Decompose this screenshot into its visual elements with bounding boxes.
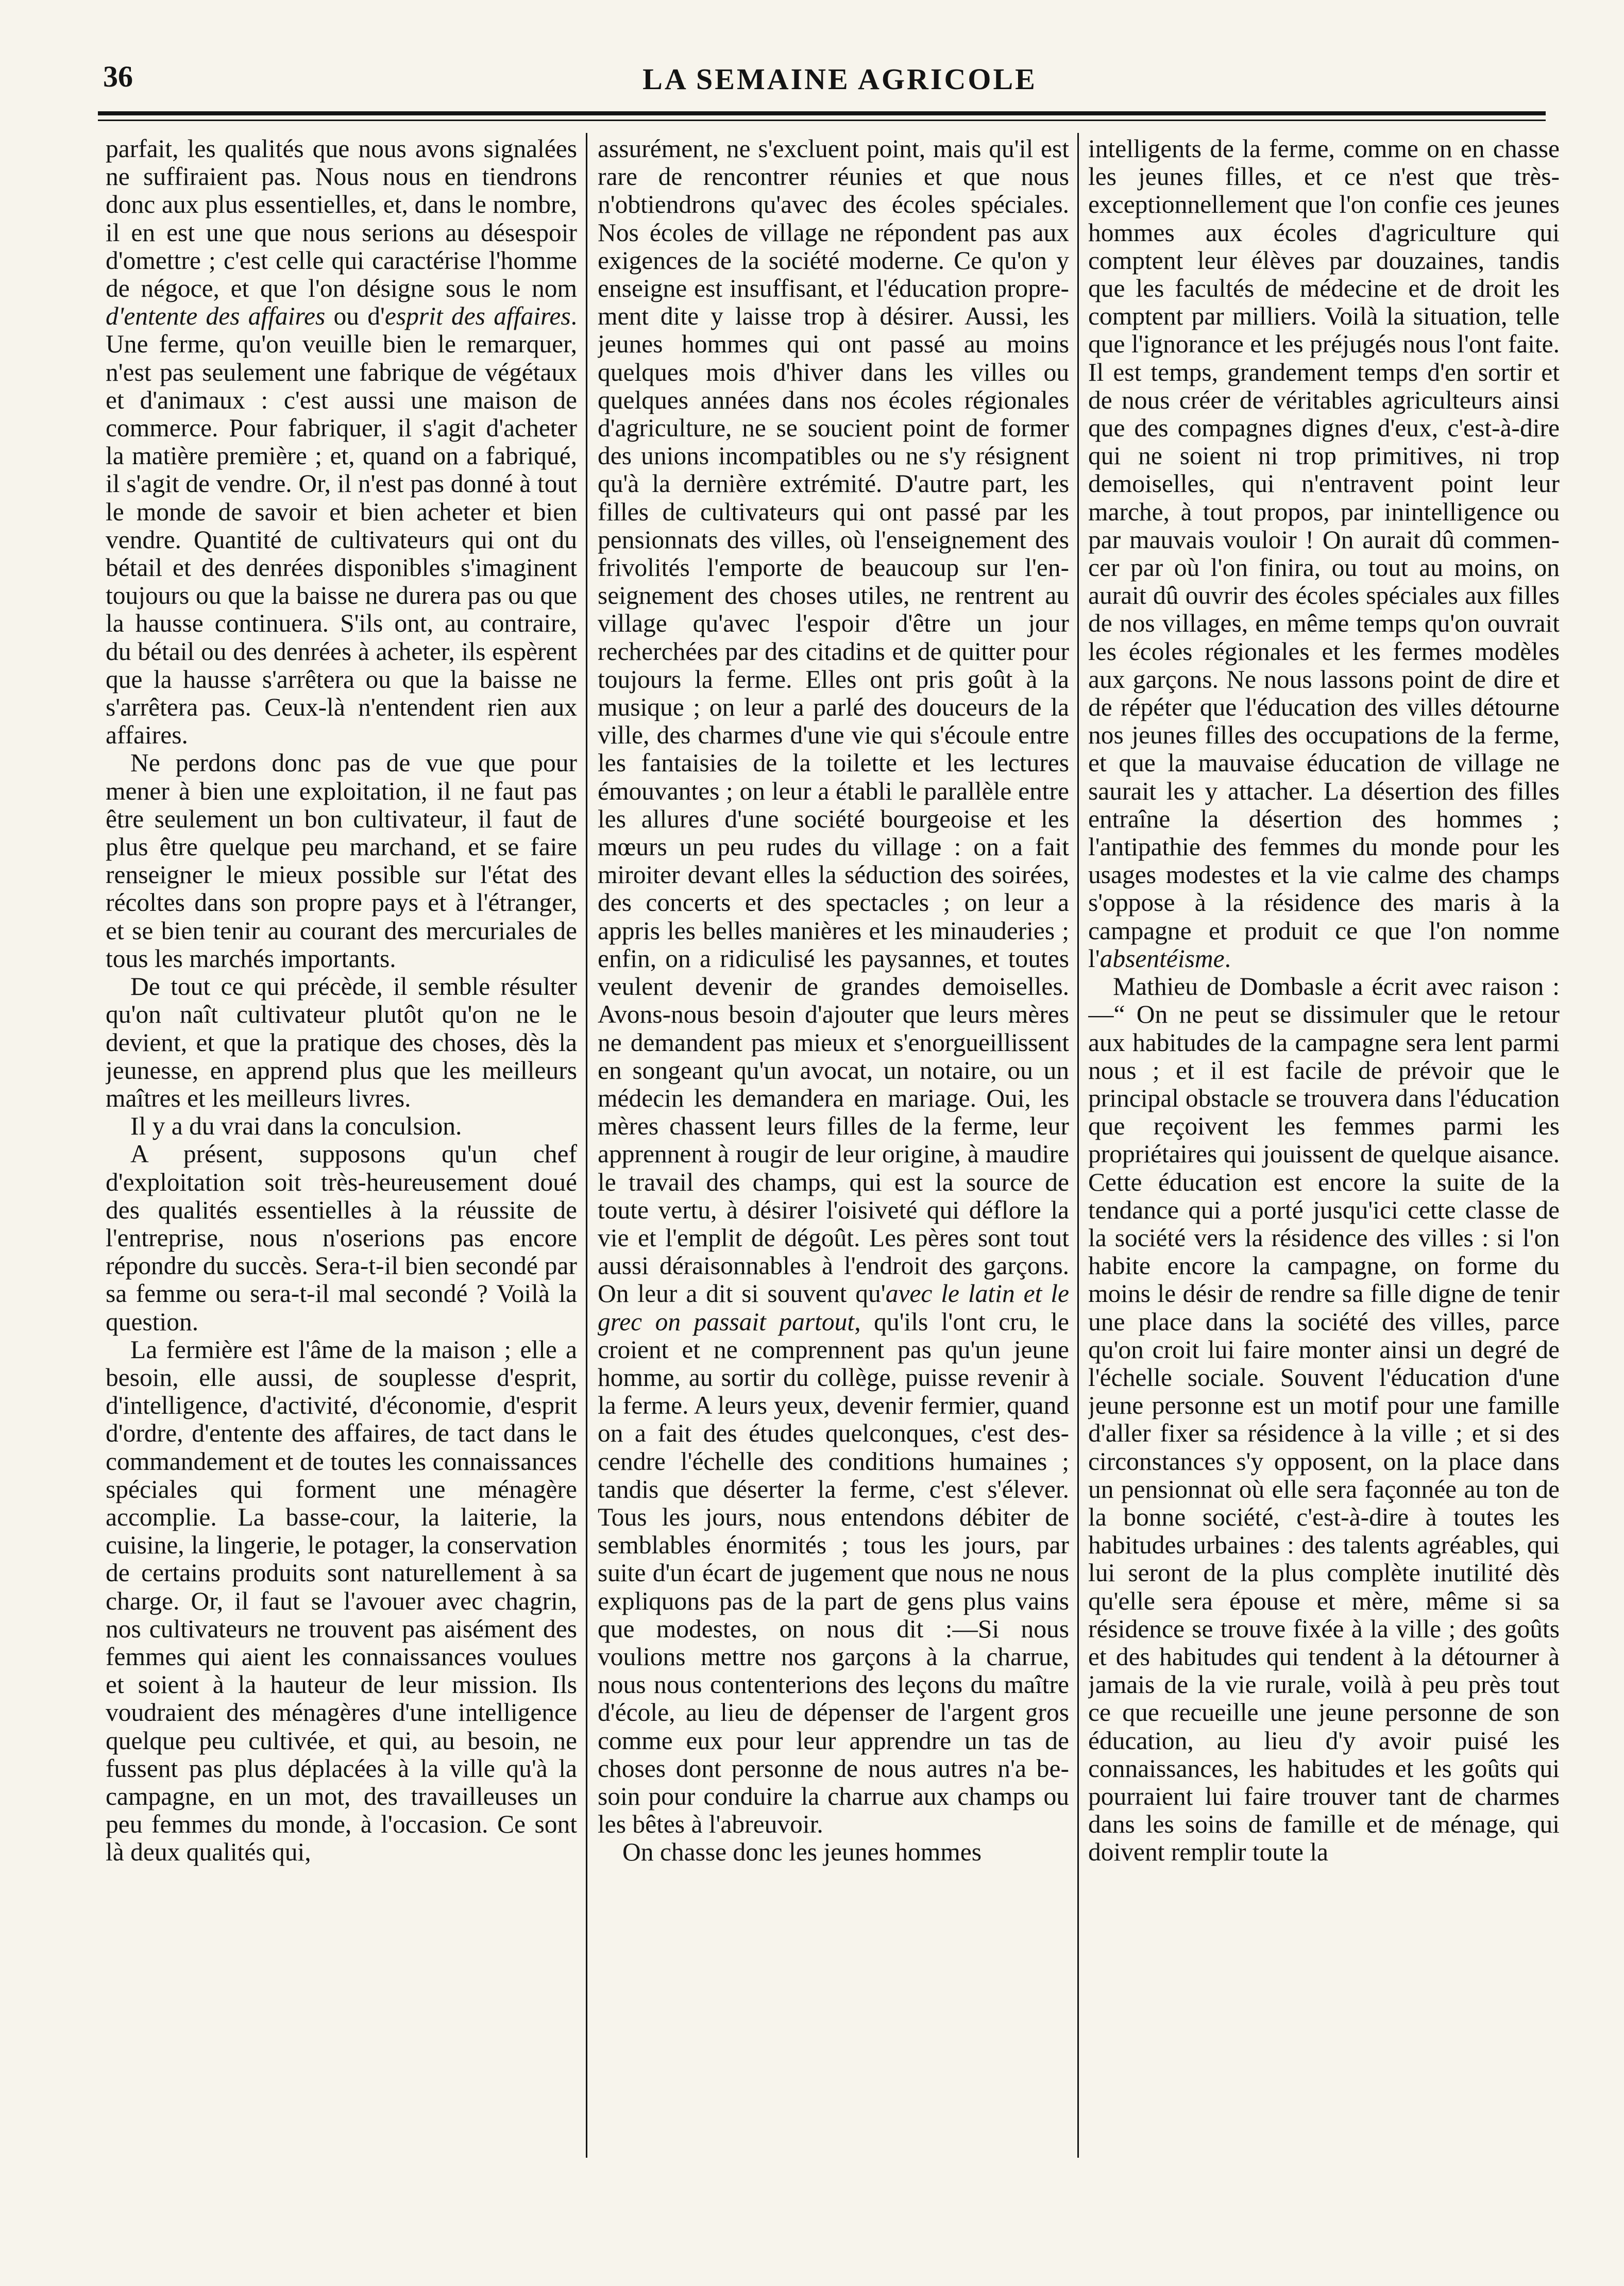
- article-paragraph: [598, 135, 1069, 1838]
- paragraph-text: , qu'ils l'ont cru, le croient et ne comprennent pas qu'un jeune homme, au sortir du collège, puisse revenir à la ferme. A leurs yeux, devenir fermier, quand on a fait des études quelconques, c'est descendre l'échelle des conditions humaines ; tandis que déserter la ferme, c'est s'élever. Tous les jours, nous entendons débiter de semblables énormités ; tous les jours, par suite d'un écart de jugement que nous ne nous expliquons pas de la part de gens plus vains que modestes, on nous dit :—Si nous voulions mettre nos garçons à la charrue, nous nous contenterions des leçons du maître d'école, au lieu de dépenser de l'argent gros comme eux pour leur apprendre un tas de choses dont personne de nous autres n'a besoin pour conduire la charrue aux champs ou les bêtes à l'abreuvoir.: [598, 1307, 1069, 1839]
- paragraph-text: . Une ferme, qu'on veuille bien le remarquer, n'est pas seulement une fabrique de végétaux et d'animaux : c'est aussi une maison de commerce. Pour fabriquer, il s'agit d'acheter la matière première ; et, quand on a fabriqué, il s'agit de vendre. Or, il n'est pas donné à tout le monde de savoir et bien acheter et bien vendre. Quantité de cultivateurs qui ont du bétail et des denrées disponibles s'imaginent toujours ou que la baisse ne durera pas ou que la hausse continuera. S'ils ont, au contraire, du bétail ou des denrées à acheter, ils espèrent que la hausse s'arrêtera ou que la baisse ne s'arrêtera pas. Ceux-là n'entendent rien aux affaires.: [106, 302, 577, 750]
- italic-phrase: esprit des affaires: [384, 302, 571, 331]
- paragraph-text: parfait, les qualités que nous avons signalées ne suffiraient pas. Nous nous en tiendrons donc aux plus essentielles, et, dans le nombre, il en est une que nous serions au désespoir d'omettre ; c'est celle qui caractérise l'homme de négoce, et que l'on désigne sous le nom: [106, 135, 577, 303]
- italic-phrase: avec le latin et le grec on passait partout: [598, 1279, 1069, 1336]
- italic-phrase: absentéisme: [1099, 944, 1225, 973]
- italic-phrase: d'entente des affaires: [106, 302, 326, 331]
- article-paragraph: [106, 1336, 577, 1867]
- column-divider-2: [1077, 133, 1079, 2158]
- paragraph-text: Ne perdons donc pas de vue que pour mener à bien une exploitation, il ne faut pas être seulement un bon cultivateur, il faut de plus être quelque peu marchand, et se faire renseigner le mieux possible sur l'état des récoltes dans son propre pays et à l'étranger, et se bien tenir au courant des mercuriales de tous les marchés importants.: [106, 749, 577, 973]
- paragraph-text: ou d': [325, 302, 385, 331]
- paragraph-text: On chasse donc les jeunes hommes: [622, 1838, 982, 1867]
- paragraph-text: intelligents de la ferme, comme on en chasse les jeunes filles, et ce n'est que très-exceptionnellement que l'on confie ces jeunes hommes aux écoles d'agriculture qui comptent leur élèves par douzaines, tandis que les facultés de médecine et de droit les comptent par milliers. Voilà la situation, telle que l'ignorance et les préjugés nous l'ont faite. Il est temps, grandement temps d'en sortir et de nous créer de véritables agriculteurs ainsi que des compagnes dignes d'eux, c'est-à-dire qui ne soient ni trop primitives, ni trop demoiselles, qui n'entravent point leur marche, à tout propos, par inintelligence ou par mauvais vouloir ! On aurait dû commencer par où l'on finira, ou tout au moins, on aurait dû ouvrir des écoles spéciales aux filles de nos villages, en même temps qu'on ouvrait les écoles régionales et les fermes modèles aux garçons. Ne nous lassons point de dire et de répéter que l'éducation des villes détourne nos jeunes filles des occupations de la ferme, et que la mauvaise éducation de village ne saurait les y attacher. La désertion des filles entraîne la désertion des hommes ; l'antipathie des femmes du monde pour les usages modestes et la vie calme des champs s'oppose à la résidence des maris à la campagne et produit ce que l'on nomme l': [1088, 135, 1560, 973]
- paragraph-text: Mathieu de Dombasle a écrit avec raison :—“ On ne peut se dissimuler que le retour aux habitudes de la campagne sera lent parmi nous ; et il est facile de prévoir que le principal obstacle se trouvera dans l'éducation que reçoivent les femmes parmi les propriétaires qui jouissent de quelque aisance. Cette éducation est encore la suite de la tendance qui a porté jusqu'ici cette classe de la société vers la résidence des villes : si l'on habite encore la campagne, on forme du moins le désir de rendre sa fille digne de tenir une place dans la société des villes, parce qu'on croit lui faire monter ainsi un degré de l'échelle sociale. Souvent l'éducation d'une jeune personne est un motif pour une famille d'aller fixer sa résidence à la ville ; et si des circonstances s'y opposent, on la place dans un pensionnat où elle sera façonnée au ton de la bonne société, c'est-à-dire à toutes les habitudes urbaines : des talents agréables, qui lui seront de la plus complète inutilité dès qu'elle sera épouse et mère, même si sa résidence se trouve fixée à la ville ; des goûts et des habitudes qui tendent à la détourner à jamais de la vie rurale, voilà à peu près tout ce que recueille une jeune personne de son éducation, au lieu d'y avoir puisé les connaissances, les habitudes et les goûts qui pourraient lui faire trouver tant de charmes dans les soins de famille et de ménage, qui doivent remplir toute la: [1088, 972, 1560, 1867]
- paragraph-text: Il y a du vrai dans la conculsion.: [130, 1112, 462, 1141]
- article-paragraph: [1088, 135, 1560, 973]
- article-paragraph: [106, 135, 577, 749]
- text-column-3: [1088, 135, 1560, 2165]
- paragraph-text: La fermière est l'âme de la maison ; elle a besoin, elle aussi, de souplesse d'esprit, d'intelligence, d'activité, d'économie, d'esprit d'ordre, d'entente des affaires, de tact dans le commandement et de toutes les connaissances spéciales qui forment une ménagère accomplie. La basse-cour, la laiterie, la cuisine, la lingerie, le potager, la conservation de certains produits sont naturellement à sa charge. Or, il faut se l'avouer avec chagrin, nos cultivateurs ne trouvent pas aisément des femmes qui aient les connaissances voulues et soient à la hauteur de leur mission. Ils voudraient des ménagères d'une intelligence quelque peu cultivée, et qui, au besoin, ne fussent pas plus déplacées à la ville qu'à la campagne, en un mot, des travailleuses un peu femmes du monde, à l'occasion. Ce sont là deux qualités qui,: [106, 1335, 577, 1867]
- text-column-1: [106, 135, 577, 2165]
- article-paragraph: [1088, 973, 1560, 1867]
- paragraph-text: .: [1224, 944, 1231, 973]
- text-column-2: [598, 135, 1069, 2165]
- article-paragraph: [106, 1140, 577, 1335]
- header-rule-thin: [98, 120, 1546, 121]
- paragraph-text: A présent, supposons qu'un chef d'exploitation soit très-heureusement doué des qualités essentielles à la réussite de l'entreprise, nous n'oserions pas encore répondre du succès. Sera-t-il bien secondé par sa femme ou sera-t-il mal secondé ? Voilà la question.: [106, 1140, 577, 1336]
- article-paragraph: [106, 973, 577, 1112]
- header-rule-thick: [98, 111, 1546, 115]
- column-divider-1: [586, 133, 587, 2158]
- page-number: 36: [103, 60, 133, 93]
- article-paragraph: [106, 749, 577, 973]
- article-paragraph: [598, 1838, 1069, 1866]
- journal-title: LA SEMAINE AGRICOLE: [642, 62, 1037, 96]
- paragraph-text: De tout ce qui précède, il semble résulter qu'on naît cultivateur plutôt qu'on ne le devient, et que la pratique des choses, dès la jeunesse, en apprend plus que les meilleurs maîtres et les meilleurs livres.: [106, 972, 577, 1112]
- article-paragraph: [106, 1112, 577, 1140]
- paragraph-text: assurément, ne s'excluent point, mais qu'il est rare de rencontrer réunies et que nous n'obtiendrons qu'avec des écoles spéciales. Nos écoles de village ne répondent pas aux exigences de la société moderne. Ce qu'on y enseigne est insuffisant, et l'éducation proprement dite y laisse trop à désirer. Aussi, les jeunes hommes qui ont passé au moins quelques mois d'hiver dans les villes ou quelques années dans nos écoles régionales d'agriculture, ne se soucient point de former des unions incompatibles ou ne s'y résignent qu'à la dernière extrémité. D'autre part, les filles de cultivateurs qui ont passé par les pensionnats des villes, où l'enseignement des frivolités l'emporte de beaucoup sur l'enseignement des choses utiles, ne rentrent au village qu'avec l'espoir d'être un jour recherchées par des citadins et de quitter pour toujours la ferme. Elles ont pris goût à la musique ; on leur a parlé des douceurs de la ville, des charmes d'une vie qui s'écoule entre les fantaisies de la toilette et les lectures émouvantes ; on leur a établi le parallèle entre les allures d'une société bourgeoise et les mœurs un peu rudes du village : on a fait miroiter devant elles la séduction des soirées, des concerts et des spectacles ; on leur a appris les belles manières et les minauderies ; enfin, on a ridiculisé les paysannes, et toutes veulent devenir de grandes demoiselles. Avons-nous besoin d'ajouter que leurs mères ne demandent pas mieux et s'enorgueillissent en songeant qu'un avocat, un notaire, ou un médecin les demandera en mariage. Oui, les mères chassent leurs filles de la ferme, leur apprennent à rougir de leur origine, à maudire le travail des champs, qui est la source de toute vertu, à désirer l'oisiveté qui déflore la vie et l'emplit de dégoût. Les pères sont tout aussi déraisonnables à l'endroit des garçons. On leur a dit si souvent qu': [598, 135, 1069, 1308]
